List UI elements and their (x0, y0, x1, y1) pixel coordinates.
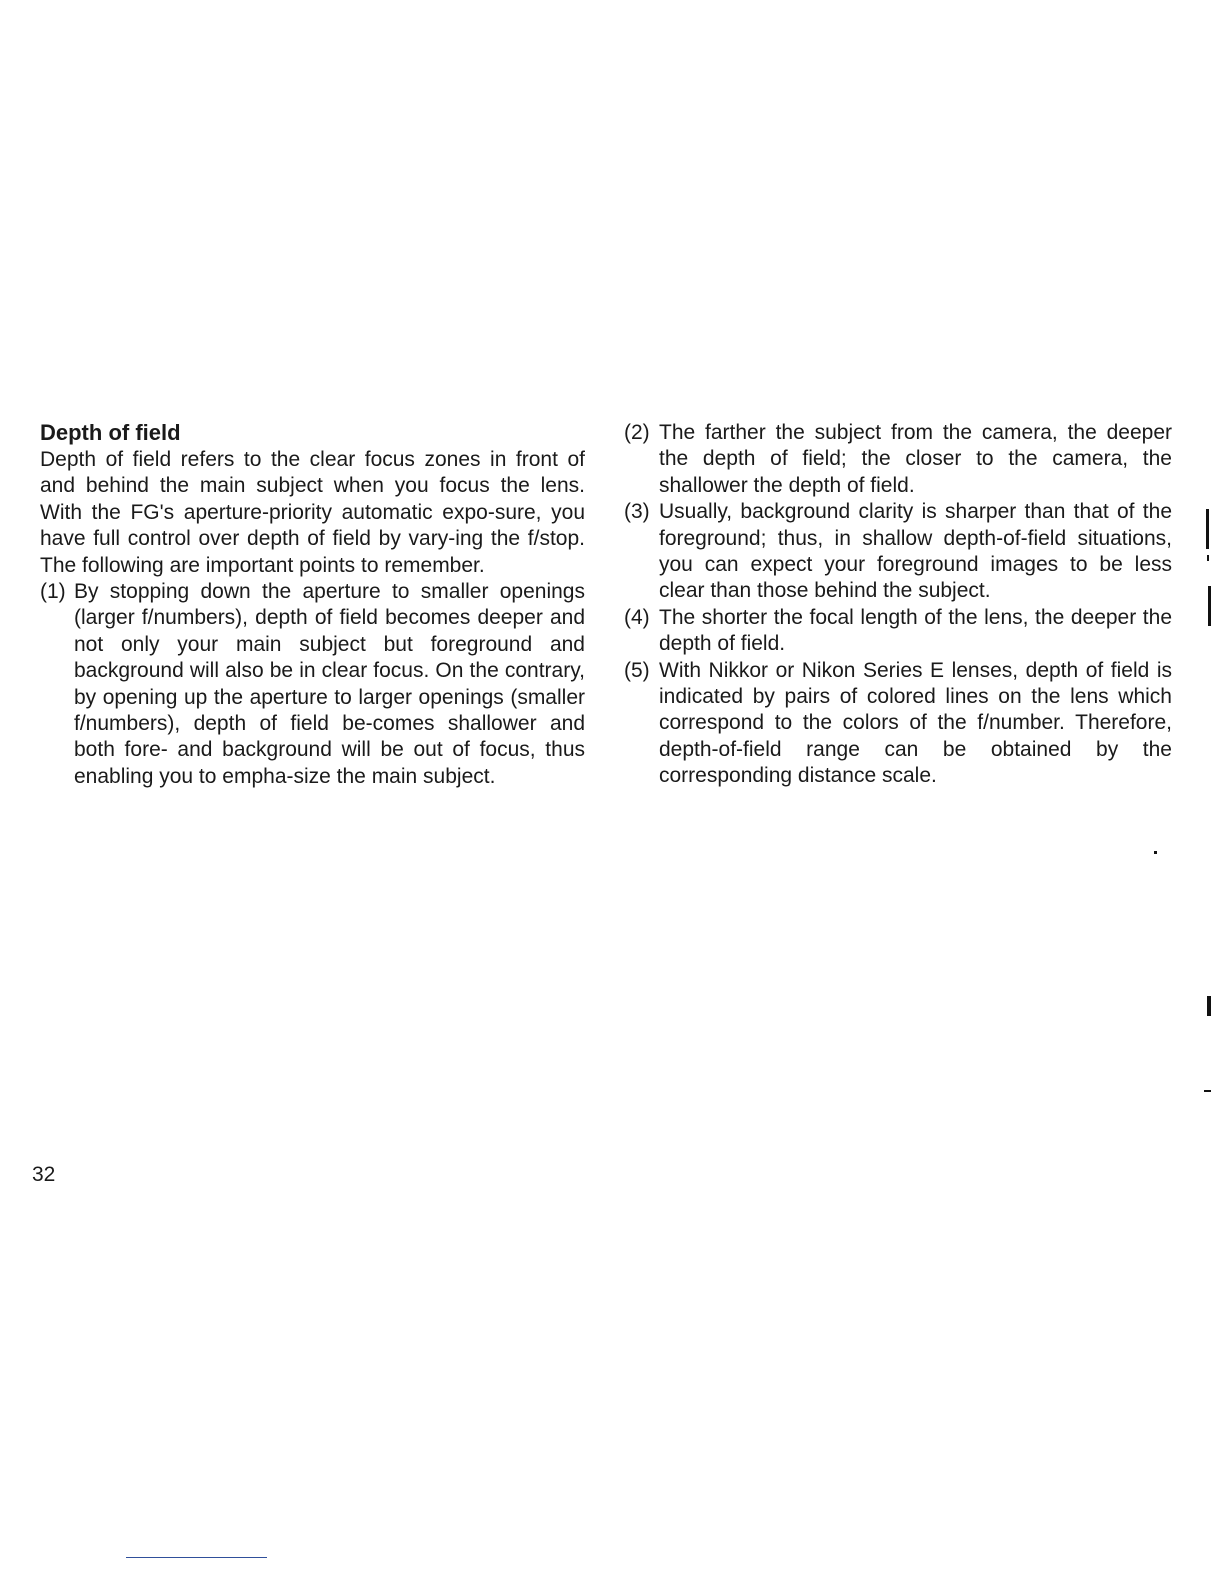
list-item-number: (5) (624, 658, 650, 682)
left-column (40, 420, 585, 790)
scan-artifact (1207, 555, 1209, 561)
scan-artifact (1207, 996, 1211, 1016)
list-item-text: Usually, background clarity is sharper than that of the foreground; thus, in shallow depth-of-field situations, you can expect your foreground images to be less clear than those behind the subject. (659, 500, 1172, 603)
intro-paragraph: Depth of field refers to the clear focus zones in front of and behind the main subject when you focus the lens. With the FG's aperture-priority automatic expo-sure, you have full control over depth of field by vary-ing the f/stop. The following are important points to remember. (40, 448, 585, 577)
bottom-rule (126, 1557, 267, 1558)
section-title: Depth of field (40, 420, 181, 445)
scan-artifact (1206, 509, 1209, 549)
list-item (624, 420, 1172, 499)
list-item-number: (4) (624, 605, 650, 629)
list-item-text: The farther the subject from the camera, the deeper the depth of field; the closer to the camera, the shallower the depth of field. (659, 421, 1172, 497)
list-item (624, 499, 1172, 605)
list-item (624, 605, 1172, 658)
scan-artifact (1154, 851, 1157, 854)
page-number: 32 (32, 1163, 56, 1186)
list-item-text: The shorter the focal length of the lens, the deeper the depth of field. (659, 605, 1172, 656)
list-item-number: (3) (624, 500, 650, 524)
points-list-right (624, 420, 1172, 790)
list-item-text: With Nikkor or Nikon Series E lenses, depth of field is indicated by pairs of colored lines on the lens which correspond to the colors of the f/number. Therefore, depth-of-field range can be obtained by the corresponding distance scale. (659, 658, 1172, 788)
scan-artifact (1204, 1090, 1211, 1092)
scan-artifact (1208, 586, 1211, 626)
list-item (624, 658, 1172, 790)
points-list-left (40, 579, 585, 790)
list-item-text: By stopping down the aperture to smaller openings (larger f/numbers), depth of field becomes deeper and not only your main subject but foreground and background will also be in clear focus. On the contrary, by opening up the aperture to larger openings (smaller f/numbers), depth of field be-comes shallower and both fore- and background will be out of focus, thus enabling you to empha-size the main subject. (74, 580, 585, 788)
list-item-number: (1) (40, 580, 66, 604)
list-item (40, 579, 585, 790)
list-item-number: (2) (624, 421, 650, 444)
right-column (624, 420, 1172, 790)
